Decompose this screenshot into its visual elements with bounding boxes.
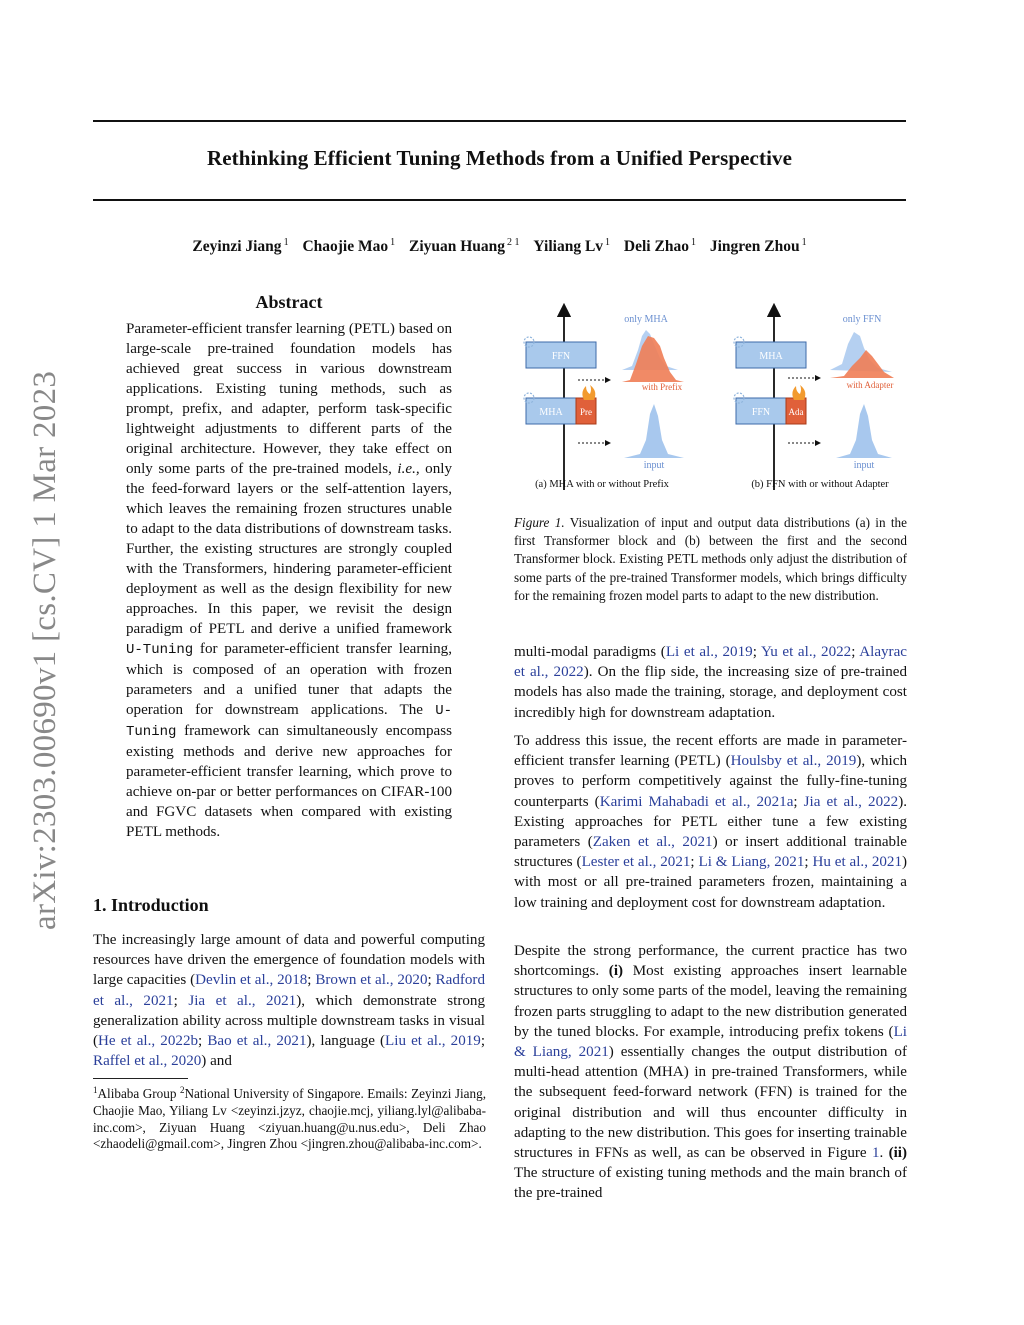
citation-link[interactable]: Bao et al., 2021 [207,1033,307,1050]
figure-reference-link[interactable]: 1 [871,1145,880,1162]
author: Zeyinzi Jiang $^1$ [192,237,289,255]
citation-link[interactable]: Alayrac et al., 2022 [514,644,907,681]
figure-1 [514,300,907,495]
citation-link[interactable]: Raffel et al., 2020 [93,1053,202,1070]
abstract-heading: Abstract [255,292,323,312]
distribution-label: only FFN [842,314,882,325]
footnote-rule [93,1078,188,1079]
citation-link[interactable]: He et al., 2022b [98,1033,199,1050]
citation-link[interactable]: Houlsby et al., 2019 [730,753,857,770]
figure-panel-a [524,310,684,490]
author: Chaojie Mao $^1$ [302,237,396,255]
panel-caption: (a) MHA with or without Prefix [535,479,669,490]
right-paragraph-1: multi-modal paradigms (Li et al., 2019; Yu et al., 2022; Alayrac et al., 2022). On the flip side, the increasing size of pre-trained models has also made the training, storage, and deployment cost incredibly high for downstream adaptation. [514,644,907,721]
tuner-label: Ada [788,407,804,417]
citation-link[interactable]: Liu et al., 2019 [385,1033,481,1050]
citation-link[interactable]: Li & Liang, 2021 [514,1023,907,1061]
distribution-label: with Adapter [846,380,894,390]
distribution-input [624,404,684,458]
citation-link[interactable]: Li & Liang, 2021 [698,854,805,871]
block-label: MHA [539,407,563,418]
author: Deli Zhao $^1$ [623,237,696,255]
citation-link[interactable]: Yu et al., 2022 [760,644,852,660]
citation-link[interactable]: Brown et al., 2020 [315,972,428,989]
flame-icon [582,385,595,400]
right-paragraph-2: To address this issue, the recent efforts are made in parameter-efficient transfer learning (PETL) (Houlsby et al., 2019), which proves to perform competitively against the fully-fine-tuning counterparts (Karimi Mahabadi et al., 2021a; Jia et al., 2022). Existing approaches for PETL either tune a few existing parameters (Zaken et al., 2021) or insert additional trainable structures (Lester et al., 2021; Li & Liang, 2021; Hu et al., 2021) with most or all pre-trained parameters frozen, maintaining a low training and deployment cost for downstream adaptation. [514,733,908,911]
distribution-label: with Prefix [641,382,683,392]
citation-link[interactable]: Jia et al., 2022 [803,793,899,810]
figure-1-caption: Figure 1. Visualization of input and output data distributions (a) in the first Transformer block and (b) between the first and the second Transformer block. Existing PETL methods only adjust the distribution of some parts of the pre-trained Transformer models, which brings difficulty for the remaining frozen model parts to adapt to the new distribution. [514,515,908,603]
author-list [93,237,906,256]
author: Ziyuan Huang $^{2 1}$ [408,237,520,255]
citation-link[interactable]: Jia et al., 2021 [188,992,297,1009]
footnote: $^1$Alibaba Group $^2$National University of Singapore. Emails: Zeyinzi Jiang, Chaojie Mao, Yiliang Lv <zeyinzi.jzyz, chaojie.mcj, yiliang.lyl@alibaba-inc.com>, Ziyuan Huang <ziyuan.huang@u.nus.edu>, Deli Zhao <zhaodeli@gmail.com>, Jingren Zhou <jingren.zhou@alibaba-inc.com>. [93,1085,486,1152]
citation-link[interactable]: Karimi Mahabadi et al., 2021a [599,793,794,810]
block-label: FFN [551,351,571,362]
paper-title: Rethinking Efficient Tuning Methods from a Unified Perspective [206,146,793,170]
flame-icon [792,385,805,400]
distribution-label: only MHA [624,314,668,325]
citation-link[interactable]: Devlin et al., 2018 [195,972,308,989]
figure-panel-b [734,310,894,490]
block-label: FFN [751,407,771,418]
arxiv-side-label: arXiv:2303.00690v1 [cs.CV] 1 Mar 2023 [27,370,63,930]
title-rule-bottom [93,199,906,201]
citation-link[interactable]: Zaken et al., 2021 [592,834,713,851]
distribution-input [836,404,892,458]
distribution-with-prefix [622,336,684,382]
author: Jingren Zhou $^1$ [709,237,807,255]
block-label: MHA [759,351,783,362]
distribution-label: input [643,460,665,471]
citation-link[interactable]: Li et al., 2019 [665,644,753,660]
author: Yiliang Lv $^1$ [533,237,611,255]
citation-link[interactable]: Hu et al., 2021 [812,854,903,871]
tuner-label: Pre [580,407,592,417]
right-paragraph-3: Despite the strong performance, the current practice has two shortcomings. (i) Most existing approaches insert learnable structures to only some parts of the model, leaving the remaining frozen parts struggling to adapt to the new distribution generated by the tuned blocks. For example, introducing prefix tokens (Li & Liang, 2021) essentially changes the output distribution of multi-head attention (MHA) in pre-trained Transformers, while the subsequent feed-forward network (FFN) is trained for the original distribution and will thus encounter difficulty in adapting to the new distribution. This goes for inserting trainable structures in FFNs as well, as can be observed in Figure 1. (ii) The structure of existing tuning methods and the main branch of the pre-trained [514,943,908,1202]
distribution-label: input [853,460,875,471]
introduction-paragraph: The increasingly large amount of data and powerful computing resources have driven the emergence of foundation models with large capacities (Devlin et al., 2018; Brown et al., 2020; Radford et al., 2021; Jia et al., 2021), which demonstrate strong generalization ability across multiple downstream tasks in visual (He et al., 2022b; Bao et al., 2021), language (Liu et al., 2019; Raffel et al., 2020) and [93,932,486,1070]
title-rule-top [93,120,906,122]
citation-link[interactable]: Lester et al., 2021 [581,854,691,871]
section-heading-introduction: 1. Introduction [93,895,209,915]
abstract-body: Parameter-efficient transfer learning (PETL) based on large-scale pre-trained foundation models has achieved great success in various downstream applications. Existing tuning methods, such as prompt, prefix, and adapter, perform task-specific lightweight adjustments to different parts of the original architecture. However, they take effect on only some parts of the pre-trained models, i.e., only the feed-forward layers or the self-attention layers, which leaves the remaining frozen structures unable to adapt to the data distributions of downstream tasks. Further, the existing structures are strongly coupled with the Transformers, hindering parameter-efficient deployment as well as the design flexibility for new approaches. In this paper, we revisit the design paradigm of PETL and derive a unified framework U-Tuning for parameter-efficient transfer learning, which is composed of an operation with frozen parameters and a unified tuner that adapts the operation for downstream applications. The U-Tuning framework can simultaneously encompass existing methods and derive new approaches for parameter-efficient transfer learning, which prove to achieve on-par or better performances on CIFAR-100 and FGVC datasets when compared with existing PETL methods. [126,321,452,840]
panel-caption: (b) FFN with or without Adapter [751,479,889,490]
citation-link[interactable]: Radford et al., 2021 [93,972,486,1009]
